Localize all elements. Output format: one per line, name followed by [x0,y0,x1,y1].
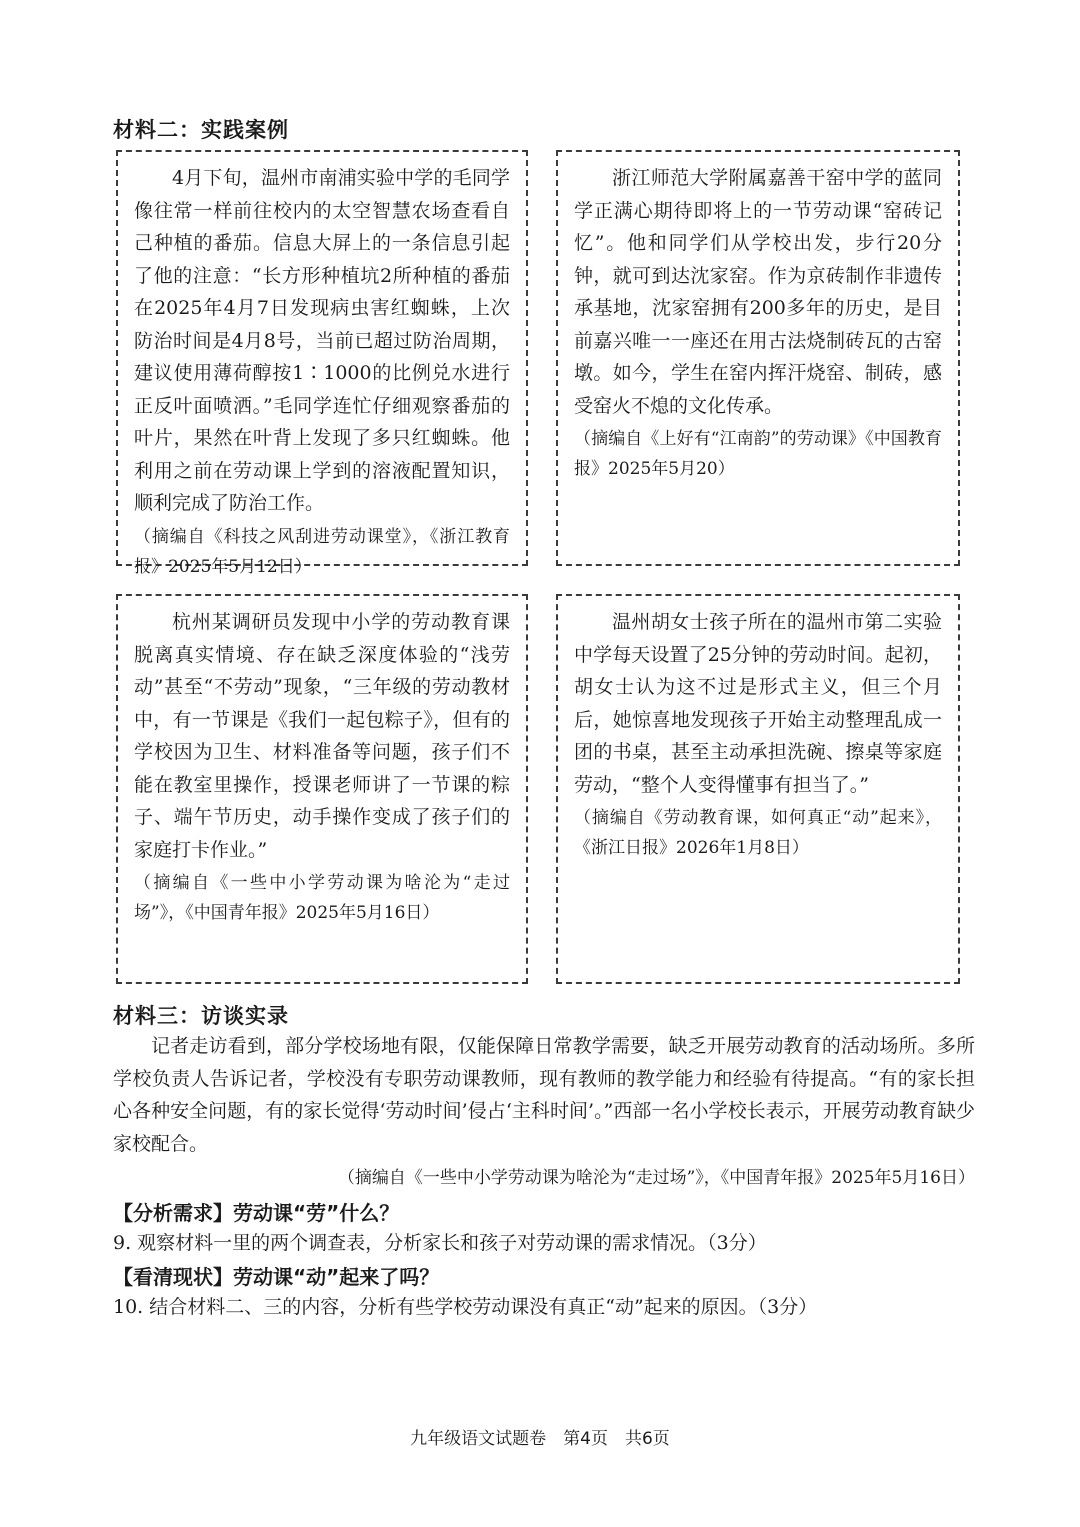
case-4-source: （摘编自《劳动教育课，如何真正“动”起来》，《浙江日报》2026年1月8日） [574,808,942,858]
case-box-1 [116,150,528,577]
case-2-source: （摘编自《上好有“江南韵”的劳动课》《中国教育报》2025年5月20） [574,429,942,479]
question-9: 9. 观察材料一里的两个调查表，分析家长和孩子对劳动课的需求情况。（3分） [113,1232,767,1254]
case-3-body: 杭州某调研员发现中小学的劳动教育课脱离真实情境、存在缺乏深度体验的“浅劳动”甚至“不劳动”现象，“三年级的劳动教材中，有一节课是《我们一起包粽子》，但有的学校因为卫生、材料准备等问题，孩子们不能在教室里操作，授课老师讲了一节课的粽子、端午节历史，动手操作变成了孩子们的家庭打卡作业。” [134,611,510,861]
section-tag-analysis: 【分析需求】劳动课“劳”什么？ [113,1201,400,1225]
material3-heading: 材料三：访谈实录 [113,1004,289,1028]
case-1-source: （摘编自《科技之风刮进劳动课堂》，《浙江教育报》2025年5月12日） [134,526,510,577]
interview-body: 记者走访看到，部分学校场地有限，仅能保障日常教学需要，缺乏开展劳动教育的活动场所。多所学校负责人告诉记者，学校没有专职劳动课教师，现有教师的教学能力和经验有待提高。“有的家长担心各种安全问题，有的家长觉得‘劳动时间’侵占‘主科时间’。”西部一名小学校长表示，开展劳动教育缺少家校配合。 [113,1035,975,1155]
case-1-body: 4月下旬，温州市南浦实验中学的毛同学像往常一样前往校内的太空智慧农场查看自己种植的番茄。信息大屏上的一条信息引起了他的注意：“长方形种植坑2所种植的番茄在2025年4月7日发现病虫害红蜘蛛，上次防治时间是4月8号，当前已超过防治周期，建议使用薄荷醇按1∶1000的比例兑水进行正反叶面喷洒。”毛同学连忙仔细观察番茄的叶片，果然在叶背上发现了多只红蜘蛛。他利用之前在劳动课上学到的溶液配置知识，顺利完成了防治工作。 [134,167,510,514]
interview-source: （摘编自《一些中小学劳动课为啥沦为“走过场”》，《中国青年报》2025年5月16日） [337,1168,975,1188]
case-box-2 [556,150,960,566]
section-tag-status: 【看清现状】劳动课“动”起来了吗？ [113,1265,440,1289]
material2-heading: 材料二：实践案例 [113,118,289,142]
case-4-body: 温州胡女士孩子所在的温州市第二实验中学每天设置了25分钟的劳动时间。起初，胡女士认为这不过是形式主义，但三个月后，她惊喜地发现孩子开始主动整理乱成一团的书桌，甚至主动承担洗碗、擦桌等家庭劳动，“整个人变得懂事有担当了。” [574,611,942,796]
page-footer: 九年级语文试题卷 第4页 共6页 [410,1429,670,1449]
case-3-source: （摘编自《一些中小学劳动课为啥沦为“走过场”》，《中国青年报》2025年5月16日） [134,873,510,923]
case-2-body: 浙江师范大学附属嘉善干窑中学的蓝同学正满心期待即将上的一节劳动课“窑砖记忆”。他和同学们从学校出发，步行20分钟，就可到达沈家窑。作为京砖制作非遗传承基地，沈家窑拥有200多年的历史，是目前嘉兴唯一一座还在用古法烧制砖瓦的古窑墩。如今，学生在窑内挥汗烧窑、制砖，感受窑火不熄的文化传承。 [574,167,942,417]
question-10: 10. 结合材料二、三的内容，分析有些学校劳动课没有真正“动”起来的原因。（3分） [113,1296,818,1318]
case-box-4 [556,594,960,984]
case-box-3 [116,594,528,984]
